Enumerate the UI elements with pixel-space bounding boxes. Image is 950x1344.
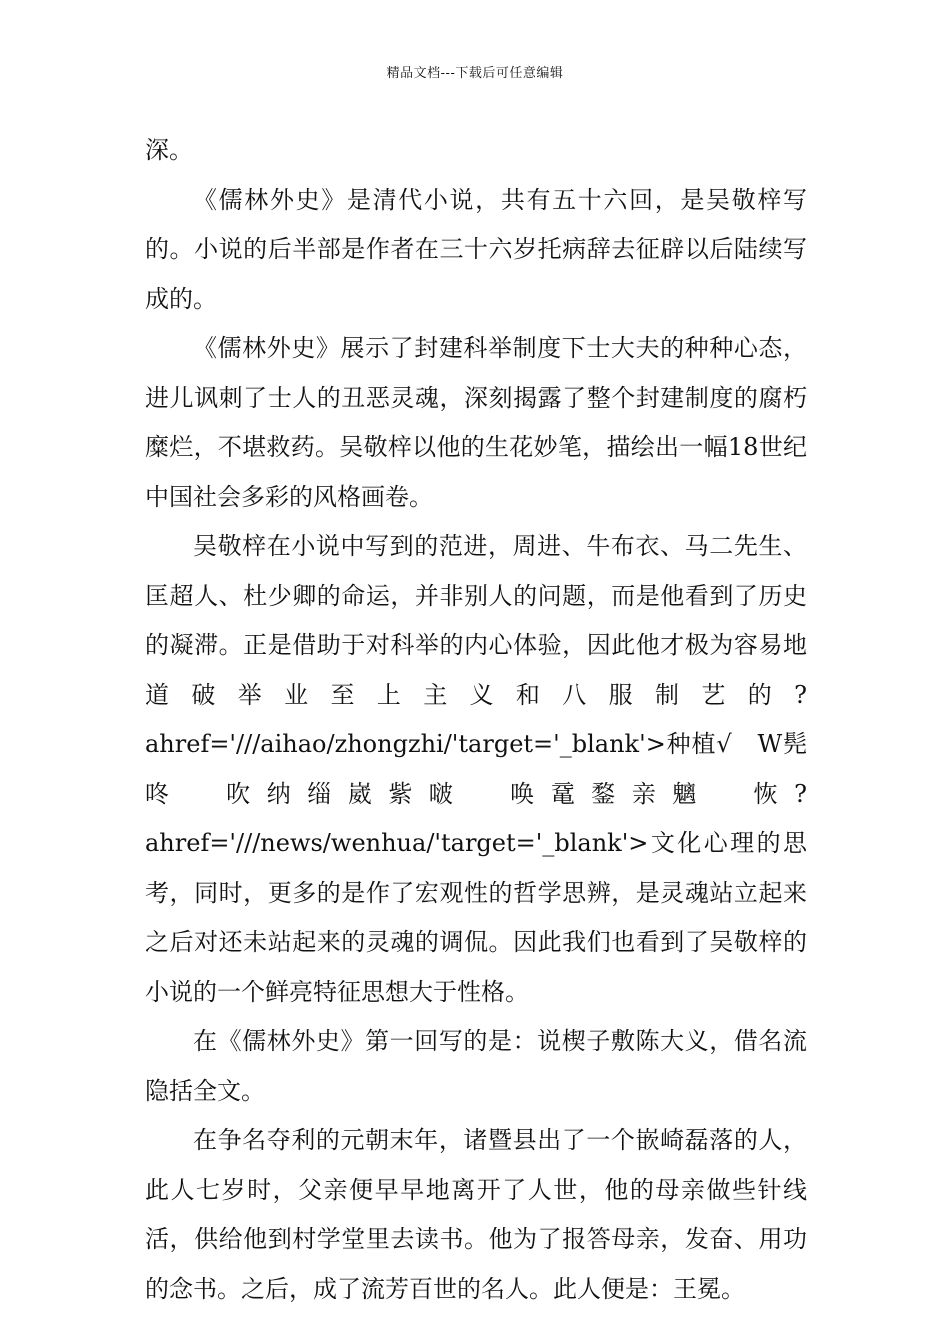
paragraph: 《儒林外史》展示了封建科举制度下士大夫的种种心态，进儿讽刺了士人的丑恶灵魂，深刻揭露了整个封建制度的腐朽糜烂，不堪救药。吴敬梓以他的生花妙笔，描绘出一幅18世纪中国社会多彩的风格画卷。 <box>145 334 807 511</box>
document-body <box>145 126 807 1314</box>
paragraph: 深。 <box>145 136 193 164</box>
paragraph: 在《儒林外史》第一回写的是：说楔子敷陈大义，借名流隐括全文。 <box>145 1027 807 1105</box>
paragraph: 吴敬梓在小说中写到的范进，周进、牛布衣、马二先生、匡超人、杜少卿的命运，并非别人的问题，而是他看到了历史的凝滞。正是借助于对科举的内心体验，因此他才极为容易地道破举业至上主义和八服制艺的?ahref='///aihao/zhongzhi/'target='_blank'>种植√ W髡咚 吹纳缁崴紫啵 唤鼋鍪亲魑 恢?ahref='///news/wenhua/'target='_blank'>文化心理的思考，同时，更多的是作了宏观性的哲学思辨，是灵魂站立起来之后对还未站起来的灵魂的调侃。因此我们也看到了吴敬梓的小说的一个鲜亮特征思想大于性格。 <box>145 532 807 1006</box>
page-header: 精品文档---下载后可任意编辑 <box>386 66 564 81</box>
paragraph: 《儒林外史》是清代小说，共有五十六回，是吴敬梓写的。小说的后半部是作者在三十六岁托病辞去征辟以后陆续写成的。 <box>145 185 807 313</box>
paragraph: 在争名夺利的元朝末年，诸暨县出了一个嵌崎磊落的人，此人七岁时，父亲便早早地离开了人世，他的母亲做些针线活，供给他到村学堂里去读书。他为了报答母亲，发奋、用功的念书。之后，成了流芳百世的名人。此人便是：王冕。 <box>145 1126 807 1303</box>
